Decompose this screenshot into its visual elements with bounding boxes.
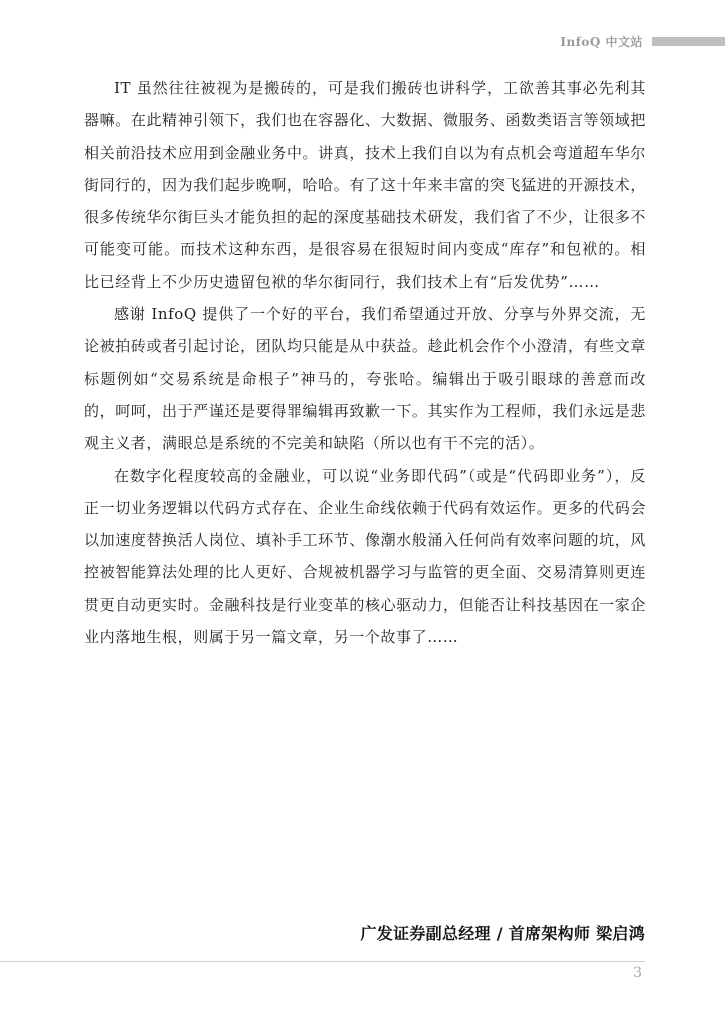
footer-divider (0, 961, 645, 962)
article-body (84, 72, 646, 653)
paragraph-1: IT 虽然往往被视为是搬砖的，可是我们搬砖也讲科学，工欲善其事必先利其器嘛。在此精神引领下，我们也在容器化、大数据、微服务、函数类语言等领域把相关前沿技术应用到金融业务中。讲真，技术上我们自以为有点机会弯道超车华尔街同行的，因为我们起步晚啊，哈哈。有了这十年来丰富的突飞猛进的开源技术，很多传统华尔街巨头才能负担的起的深度基础技术研发，我们省了不少，让很多不可能变可能。而技术这种东西，是很容易在很短时间内变成“库存”和包袱的。相比已经背上不少历史遗留包袱的华尔街同行，我们技术上有“后发优势”…… (84, 79, 646, 291)
author-signature: 广发证券副总经理 / 首席架构师 梁启鸿 (360, 924, 645, 943)
page-number: 3 (633, 965, 642, 981)
header-accent-bar (652, 37, 725, 46)
header-brand: InfoQ 中文站 (560, 35, 643, 49)
paragraph-2: 感谢 InfoQ 提供了一个好的平台，我们希望通过开放、分享与外界交流，无论被拍砖或者引起讨论，团队均只能是从中获益。趁此机会作个小澄清，有些文章标题例如“交易系统是命根子”神马的，夸张哈。编辑出于吸引眼球的善意而改的，呵呵，出于严谨还是要得罪编辑再致歉一下。其实作为工程师，我们永远是悲观主义者，满眼总是系统的不完美和缺陷（所以也有干不完的活）。 (84, 305, 646, 453)
paragraph-3: 在数字化程度较高的金融业，可以说“业务即代码”（或是“代码即业务”），反正一切业务逻辑以代码方式存在、企业生命线依赖于代码有效运作。更多的代码会以加速度替换活人岗位、填补手工环节、像潮水般涌入任何尚有效率问题的坑，风控被智能算法处理的比人更好、合规被机器学习与监管的更全面、交易清算则更连贯更自动更实时。金融科技是行业变革的核心驱动力，但能否让科技基因在一家企业内落地生根，则属于另一篇文章，另一个故事了…… (84, 466, 646, 647)
